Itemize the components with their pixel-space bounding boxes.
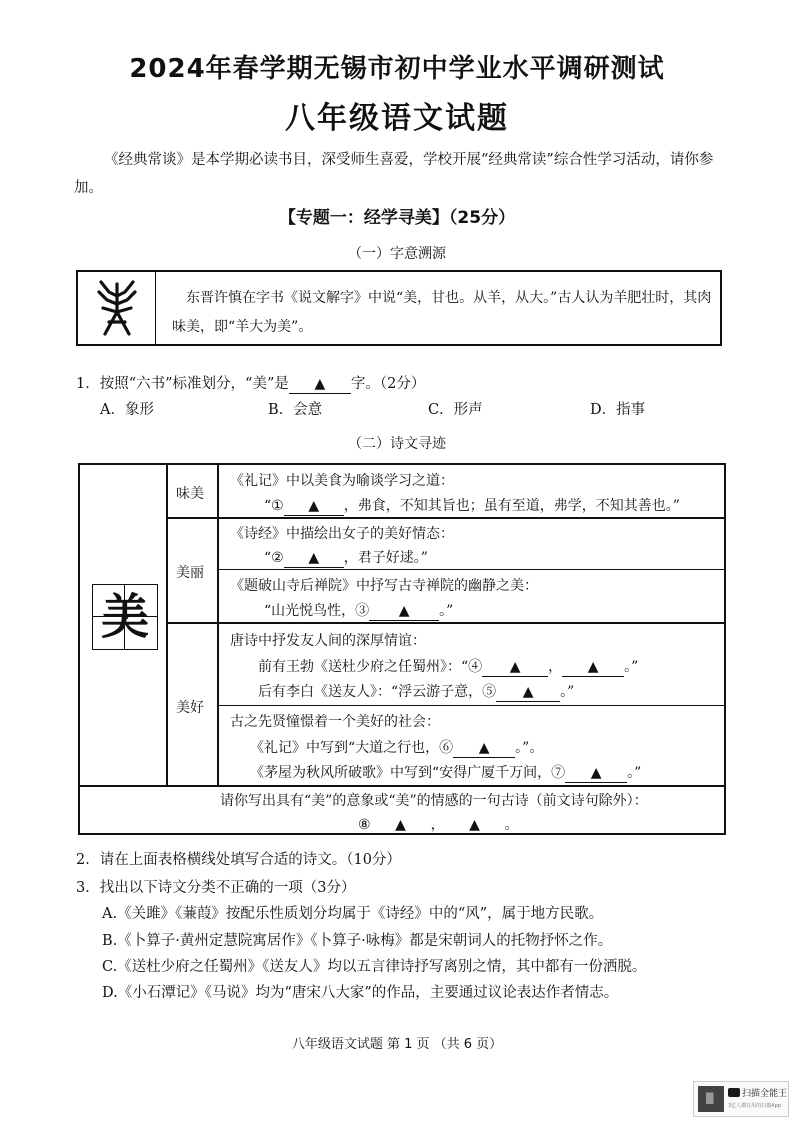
blank-marker-icon: ▲ bbox=[395, 817, 406, 833]
weimei-line-1: 《礼记》中以美食为喻谈学习之道： bbox=[230, 473, 454, 489]
blank-marker-icon: ▲ bbox=[308, 550, 320, 566]
meihao-line-2: 前有王勃《送杜少府之任蜀州》：“④ ▲ ， ▲ 。” bbox=[258, 659, 639, 675]
question-3-option-b[interactable]: B.《卜算子·黄州定慧院寓居作》《卜算子·咏梅》都是宋朝词人的托物抒怀之作。 bbox=[102, 933, 613, 949]
question-3-option-c[interactable]: C.《送杜少府之任蜀州》《送友人》均以五言律诗抒写离别之情，其中都有一份洒脱。 bbox=[102, 959, 647, 975]
blank-marker-icon: ▲ bbox=[478, 740, 490, 756]
ancient-glyph-cell bbox=[78, 272, 156, 344]
meihao-line-3: 后有李白《送友人》：“浮云游子意，⑤ ▲ 。” bbox=[258, 684, 575, 700]
table-divider bbox=[80, 785, 166, 787]
table-divider bbox=[166, 465, 168, 785]
answer-blank-6[interactable] bbox=[453, 739, 515, 758]
meihao-line-4: 古之先贤憧憬着一个美好的社会： bbox=[230, 714, 440, 730]
etymology-box bbox=[76, 270, 722, 346]
question-1-prefix: 1．按照“六书”标准划分，“美”是 bbox=[76, 376, 289, 392]
scanner-slogan: 3亿人都在用的扫描App bbox=[728, 1103, 781, 1109]
table-divider bbox=[166, 517, 724, 519]
answer-blank-7[interactable] bbox=[565, 764, 627, 783]
exam-subtitle: 八年级语文试题 bbox=[285, 101, 509, 136]
option-a[interactable]: A．象形 bbox=[100, 402, 154, 418]
section1-heading: （一）字意溯源 bbox=[348, 246, 446, 262]
etymology-text: 东晋许慎在字书《说文解字》中说“美，甘也。从羊，从大。”古人认为羊肥壮时，其肉味美，即“羊大为美”。 bbox=[172, 290, 712, 335]
meihao-line-6: 《茅屋为秋风所破歌》中写到“安得广厦千万间，⑦ ▲ 。” bbox=[250, 765, 642, 781]
answer-blank-2[interactable] bbox=[284, 549, 344, 568]
answer-blank-4b[interactable] bbox=[562, 658, 624, 677]
scanner-watermark bbox=[693, 1081, 789, 1117]
exam-title: 2024年春学期无锡市初中学业水平调研测试 bbox=[129, 54, 665, 84]
question-1-options bbox=[100, 398, 720, 420]
table-divider bbox=[166, 622, 724, 624]
answer-blank-4a[interactable] bbox=[482, 658, 548, 677]
meili-line-1: 《诗经》中描绘出女子的美好情态： bbox=[230, 526, 454, 542]
intro-paragraph: 《经典常谈》是本学期必读书目，深受师生喜爱，学校开展“经典常读”综合性学习活动，请你参加。 bbox=[74, 152, 714, 196]
section2-heading: （二）诗文寻迹 bbox=[348, 436, 446, 452]
blank-marker-icon: ▲ bbox=[314, 376, 326, 392]
page-footer: 八年级语文试题 第 1 页 （共 6 页） bbox=[291, 1037, 503, 1052]
ancient-mei-glyph-icon bbox=[95, 278, 139, 338]
blank-marker-icon: ▲ bbox=[590, 765, 602, 781]
question-1 bbox=[76, 372, 425, 394]
camscanner-logo-icon bbox=[728, 1088, 740, 1097]
option-b[interactable]: B．会意 bbox=[268, 402, 323, 418]
question-3-stem: 3．找出以下诗文分类不正确的一项（3分） bbox=[76, 880, 356, 896]
category-weimei: 味美 bbox=[176, 486, 204, 502]
table-divider bbox=[217, 705, 724, 706]
open-question-line-2: ⑧ ▲ ， ▲ 。 bbox=[358, 817, 519, 833]
category-meihao: 美好 bbox=[176, 700, 204, 716]
table-divider bbox=[217, 569, 724, 570]
topic-heading: 【专题一：经学寻美】（25分） bbox=[278, 208, 516, 228]
question-1-suffix: 字。（2分） bbox=[350, 376, 426, 392]
meili-line-2: “② ▲ ，君子好逑。” bbox=[264, 550, 428, 566]
category-meili: 美丽 bbox=[176, 565, 204, 581]
mei-big-character: 美 bbox=[100, 589, 149, 645]
open-question-line-1: 请你写出具有“美”的意象或“美”的情感的一句古诗（前文诗句除外）： bbox=[220, 793, 648, 809]
blank-marker-icon: ▲ bbox=[587, 659, 599, 675]
blank-marker-icon: ▲ bbox=[509, 659, 521, 675]
blank-marker-icon: ▲ bbox=[469, 817, 480, 833]
poetry-table bbox=[78, 463, 726, 835]
answer-blank-3[interactable] bbox=[369, 602, 439, 621]
answer-blank-8b[interactable] bbox=[445, 816, 505, 835]
question-3-option-d[interactable]: D.《小石潭记》《马说》均为“唐宋八大家”的作品，主要通过议论表达作者情志。 bbox=[102, 985, 619, 1001]
answer-blank-q1[interactable] bbox=[289, 375, 351, 394]
question-3-option-a[interactable]: A.《关雎》《蒹葭》按配乐性质划分均属于《诗经》中的“风”，属于地方民歌。 bbox=[102, 906, 604, 922]
option-d[interactable]: D．指事 bbox=[590, 402, 646, 418]
meili-line-4: “山光悦鸟性，③ ▲ 。” bbox=[264, 603, 454, 619]
meihao-line-5: 《礼记》中写到“大道之行也，⑥ ▲ 。”。 bbox=[250, 740, 544, 756]
scanner-brand: 扫描全能王 bbox=[742, 1089, 788, 1099]
table-divider bbox=[217, 465, 219, 785]
answer-blank-1[interactable] bbox=[284, 497, 344, 516]
meili-line-3: 《题破山寺后禅院》中抒写古寺禅院的幽静之美： bbox=[230, 578, 538, 594]
weimei-line-2: “① ▲ ，弗食，不知其旨也；虽有至道，弗学，不知其善也。” bbox=[264, 498, 680, 514]
blank-marker-icon: ▲ bbox=[398, 603, 410, 619]
meihao-line-1: 唐诗中抒发友人间的深厚情谊： bbox=[230, 633, 426, 649]
question-2: 2．请在上面表格横线处填写合适的诗文。（10分） bbox=[76, 852, 401, 868]
answer-blank-8a[interactable] bbox=[371, 816, 431, 835]
answer-blank-5[interactable] bbox=[496, 683, 560, 702]
mei-character-grid bbox=[92, 584, 158, 650]
qr-code-icon bbox=[698, 1086, 724, 1112]
option-c[interactable]: C．形声 bbox=[428, 402, 483, 418]
table-divider bbox=[166, 785, 724, 787]
blank-marker-icon: ▲ bbox=[522, 684, 534, 700]
blank-marker-icon: ▲ bbox=[308, 498, 320, 514]
